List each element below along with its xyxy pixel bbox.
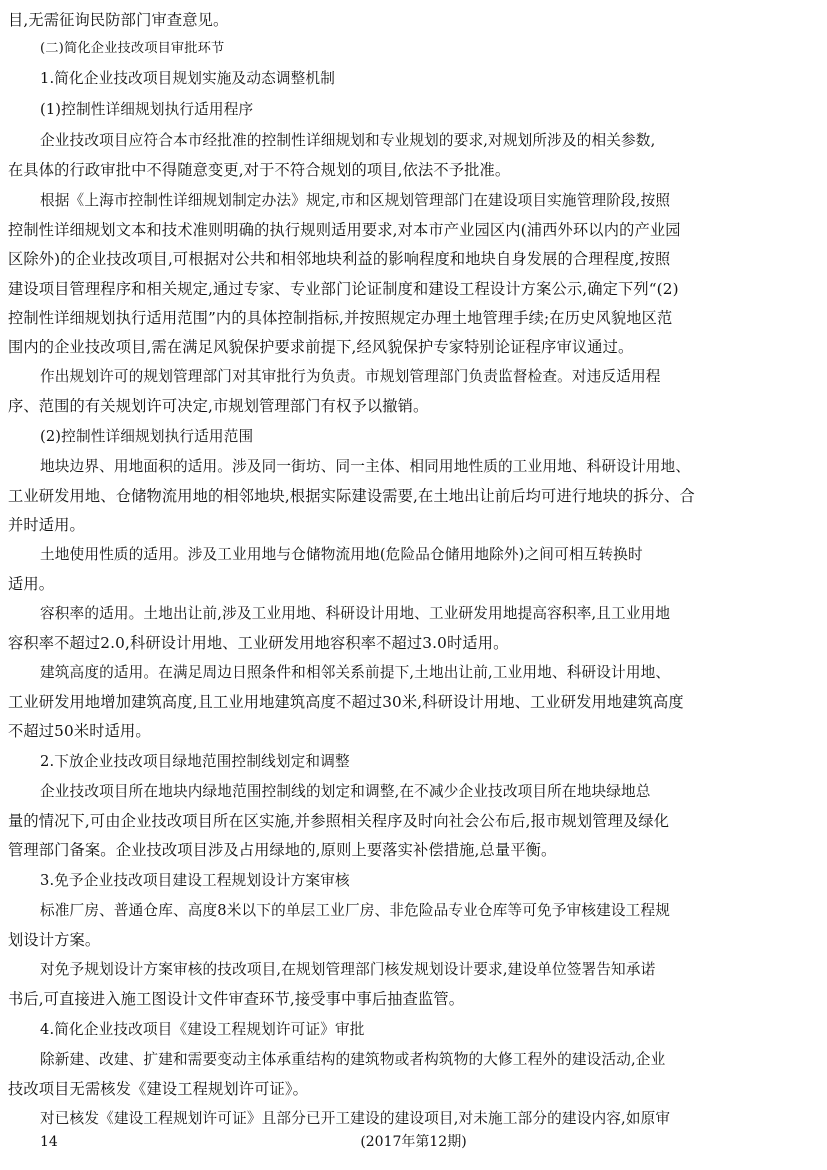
paragraph-line: 在具体的行政审批中不得随意变更,对于不符合规划的项目,依法不予批准。 xyxy=(8,161,511,179)
subsection-heading: 3.免予企业技改项目建设工程规划设计方案审核 xyxy=(40,872,350,889)
paragraph-line: 不超过50米时适用。 xyxy=(8,722,151,740)
text-line: 目,无需征询民防部门审查意见。 xyxy=(8,11,229,29)
paragraph-line: 地块边界、用地面积的适用。涉及同一街坊、同一主体、相同用地性质的工业用地、科研设计用地、 xyxy=(40,458,691,475)
paragraph-line: 标准厂房、普通仓库、高度8米以下的单层工业厂房、非危险品专业仓库等可免予审核建设工程规 xyxy=(40,902,671,919)
paragraph-line: 除新建、改建、扩建和需要变动主体承重结构的建筑物或者构筑物的大修工程外的建设活动,企业 xyxy=(40,1051,666,1068)
paragraph-line: 企业技改项目应符合本市经批准的控制性详细规划和专业规划的要求,对规划所涉及的相关参数, xyxy=(40,132,656,149)
page-number: 14 xyxy=(40,1134,58,1150)
paragraph-line: 土地使用性质的适用。涉及工业用地与仓储物流用地(危险品仓储用地除外)之间可相互转换时 xyxy=(40,546,643,563)
paragraph-line: 建筑高度的适用。在满足周边日照条件和相邻关系前提下,土地出让前,工业用地、科研设计用地、 xyxy=(40,664,671,681)
paragraph-line: 作出规划许可的规划管理部门对其审批行为负责。市规划管理部门负责监督检查。对违反适用程 xyxy=(40,368,661,385)
paragraph-line: 划设计方案。 xyxy=(8,931,101,949)
paragraph-line: 区除外)的企业技改项目,可根据对公共和相邻地块利益的影响程度和地块自身发展的合理程度,按照 xyxy=(8,250,671,268)
subsection-heading: 1.简化企业技改项目规划实施及动态调整机制 xyxy=(40,70,335,87)
paragraph-line: 管理部门备案。企业技改项目涉及占用绿地的,原则上要落实补偿措施,总量平衡。 xyxy=(8,841,557,859)
paragraph-line: 容积率不超过2.0,科研设计用地、工业研发用地容积率不超过3.0时适用。 xyxy=(8,634,509,652)
paragraph-line: 量的情况下,可由企业技改项目所在区实施,并参照相关程序及时向社会公布后,报市规划管理及绿化 xyxy=(8,812,670,830)
paragraph-line: 控制性详细规划执行适用范围”内的具体控制指标,并按照规定办理土地管理手续;在历史风貌地区范 xyxy=(8,309,673,327)
paragraph-line: 围内的企业技改项目,需在满足风貌保护要求前提下,经风貌保护专家特别论证程序审议通过。 xyxy=(8,338,634,356)
paragraph-line: 工业研发用地、仓储物流用地的相邻地块,根据实际建设需要,在土地出让前后均可进行地块的拆分、合 xyxy=(8,487,695,505)
section-heading: (二)简化企业技改项目审批环节 xyxy=(40,41,225,56)
item-heading: (2)控制性详细规划执行适用范围 xyxy=(40,428,254,445)
paragraph-line: 容积率的适用。土地出让前,涉及工业用地、科研设计用地、工业研发用地提高容积率,且工业用地 xyxy=(40,605,671,622)
paragraph-line: 书后,可直接进入施工图设计文件审查环节,接受事中事后抽查监管。 xyxy=(8,990,465,1008)
paragraph-line: 企业技改项目所在地块内绿地范围控制线的划定和调整,在不减少企业技改项目所在地块绿地总 xyxy=(40,783,651,800)
item-heading: (1)控制性详细规划执行适用程序 xyxy=(40,101,254,118)
paragraph-line: 对已核发《建设工程规划许可证》且部分已开工建设的建设项目,对未施工部分的建设内容,如原审 xyxy=(40,1110,671,1127)
paragraph-line: 工业研发用地增加建筑高度,且工业用地建筑高度不超过30米,科研设计用地、工业研发用地建筑高度 xyxy=(8,693,684,711)
paragraph-line: 并时适用。 xyxy=(8,516,85,534)
paragraph-line: 控制性详细规划文本和技术准则明确的执行规则适用要求,对本市产业园区内(浦西外环以内的产业园 xyxy=(8,221,681,239)
issue-label: (2017年第12期) xyxy=(360,1134,467,1150)
paragraph-line: 序、范围的有关规划许可决定,市规划管理部门有权予以撤销。 xyxy=(8,397,429,415)
subsection-heading: 4.简化企业技改项目《建设工程规划许可证》审批 xyxy=(40,1021,365,1038)
subsection-heading: 2.下放企业技改项目绿地范围控制线划定和调整 xyxy=(40,753,350,770)
paragraph-line: 建设项目管理程序和相关规定,通过专家、专业部门论证制度和建设工程设计方案公示,确定下列“(2) xyxy=(8,280,679,298)
paragraph-line: 对免予规划设计方案审核的技改项目,在规划管理部门核发规划设计要求,建设单位签署告知承诺 xyxy=(40,961,656,978)
paragraph-line: 技改项目无需核发《建设工程规划许可证》。 xyxy=(8,1080,309,1098)
paragraph-line: 根据《上海市控制性详细规划制定办法》规定,市和区规划管理部门在建设项目实施管理阶段,按照 xyxy=(40,192,671,209)
paragraph-line: 适用。 xyxy=(8,575,55,593)
